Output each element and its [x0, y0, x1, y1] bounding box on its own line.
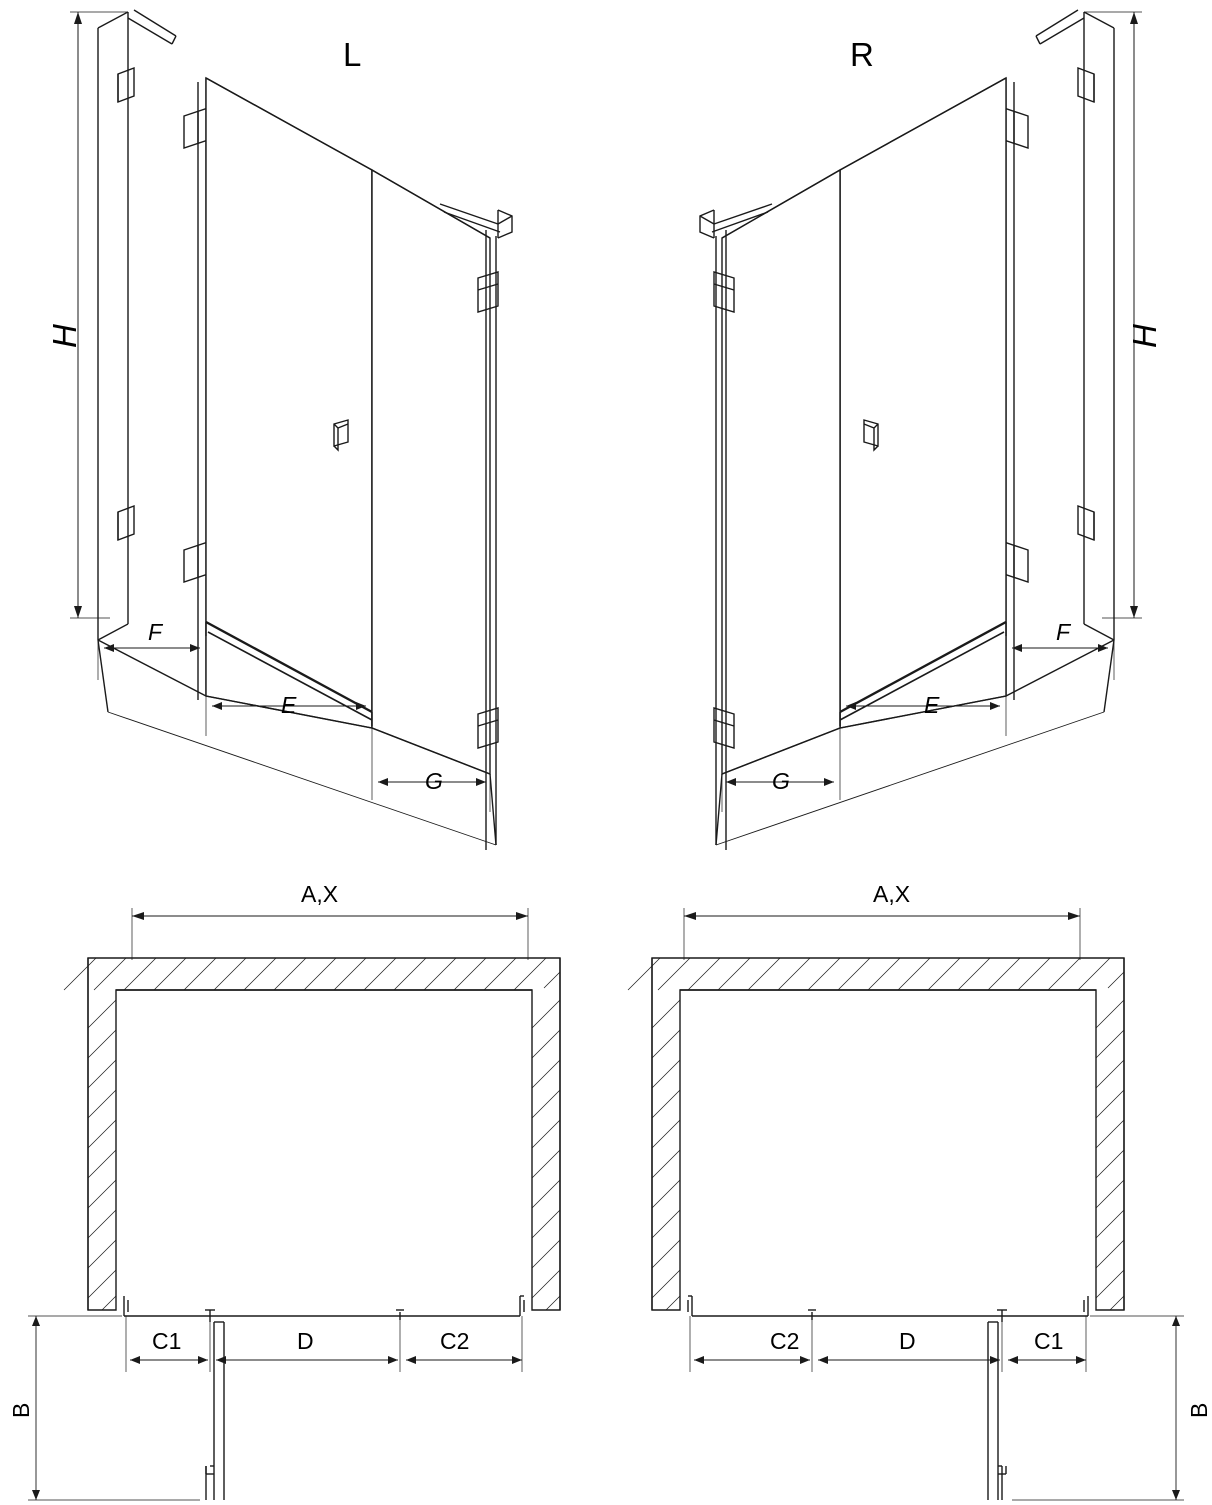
plan-left-seg-c1: C1 [152, 1328, 182, 1354]
plan-right-seg-d: D [899, 1328, 916, 1354]
elevation-left-dim-g: G [425, 768, 443, 794]
height-label-right: H [1126, 324, 1163, 348]
plan-left-seg-d: D [297, 1328, 314, 1354]
plan-right-seg-c2: C2 [770, 1328, 800, 1354]
height-label-left: H [46, 324, 83, 348]
plan-right-width-label: A,X [873, 881, 911, 907]
plan-left-width-label: A,X [301, 881, 339, 907]
plan-right [628, 908, 1184, 1500]
plan-right-seg-c1: C1 [1034, 1328, 1064, 1354]
variant-label-right: R [850, 36, 874, 73]
elevation-right [700, 10, 1142, 850]
elevation-left [70, 10, 512, 850]
elevation-right-dim-f: F [1056, 619, 1071, 645]
elevation-left-dim-e: E [281, 692, 297, 718]
elevation-right-dim-e: E [924, 692, 940, 718]
plan-left [28, 908, 560, 1500]
plan-right-depth-label: B [1186, 1402, 1212, 1418]
variant-label-left: L [343, 36, 362, 73]
plan-left-depth-label: B [8, 1402, 34, 1418]
elevation-left-dim-f: F [148, 619, 163, 645]
plan-left-seg-c2: C2 [440, 1328, 470, 1354]
elevation-right-dim-g: G [772, 768, 790, 794]
